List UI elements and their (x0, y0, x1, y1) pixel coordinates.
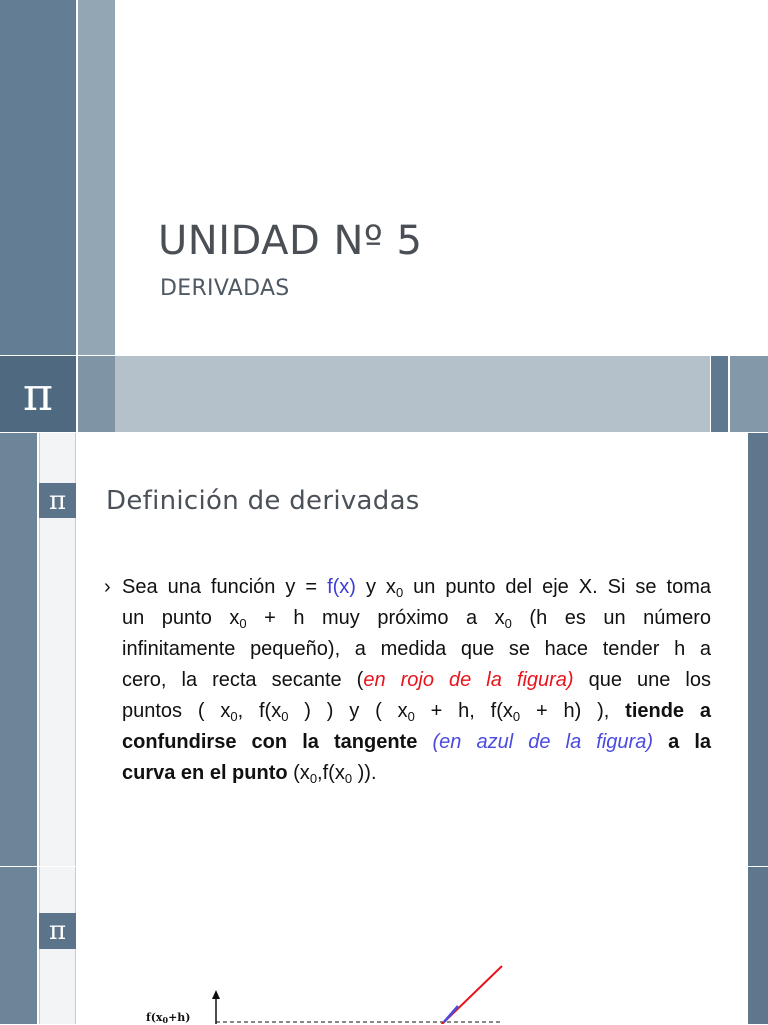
slide2-right-bar (748, 433, 768, 866)
secant-note: en rojo de la figura) (363, 669, 574, 691)
paragraph-line-5: puntos ( $x_0$, $f(x_0$ ) ) y ( $x_0 + h$, $f(x_0 + h)$ ), tiende a (122, 700, 712, 724)
slide-title: UNIDAD Nº 5 (158, 218, 423, 264)
band-right-block-2 (730, 356, 768, 432)
band-right-block-1 (711, 356, 728, 432)
slide-subtitle: DERIVADAS (160, 276, 290, 301)
graph-y-label: $f(x_0+h)$ (146, 1011, 191, 1025)
pi-icon: π (39, 913, 76, 949)
slide2-left-bar (0, 433, 37, 866)
function-fx: f(x) (327, 576, 356, 598)
section-heading: Definición de derivadas (106, 486, 420, 516)
slide3-left-bar (0, 867, 37, 1024)
derivative-figure (200, 958, 520, 1024)
pi-icon: π (39, 483, 76, 518)
paragraph-line-2: un punto $x_0 + h$ muy próximo a $x_0$ (h es un número (122, 607, 711, 631)
band-mid-block (78, 356, 115, 432)
bullet-icon: › (104, 576, 111, 598)
slide1-left-bar (0, 0, 76, 355)
y-axis-arrow (212, 990, 220, 999)
slide1-mid-bar (78, 0, 115, 355)
paragraph-line-7: curva en el punto ($x_0,f(x_0$ )). (122, 762, 377, 786)
tangent-line (444, 1006, 458, 1022)
paragraph-line-4: cero, la recta secante (en rojo de la figura) que une los (122, 669, 711, 691)
definition-paragraph (104, 572, 711, 789)
slide3-right-bar (748, 867, 768, 1024)
paragraph-line-3: infinitamente pequeño), a medida que se hace tender h a (122, 638, 711, 660)
paragraph-line-1: Sea una función y = f(x) y $x_0$ un punto del eje X. Si se toma (122, 576, 711, 600)
band-light-block (115, 356, 710, 432)
pi-icon: π (0, 356, 76, 432)
paragraph-line-6: confundirse con la tangente (en azul de la figura) a la (122, 731, 711, 753)
tangent-note: (en azul de la figura) (417, 731, 653, 753)
